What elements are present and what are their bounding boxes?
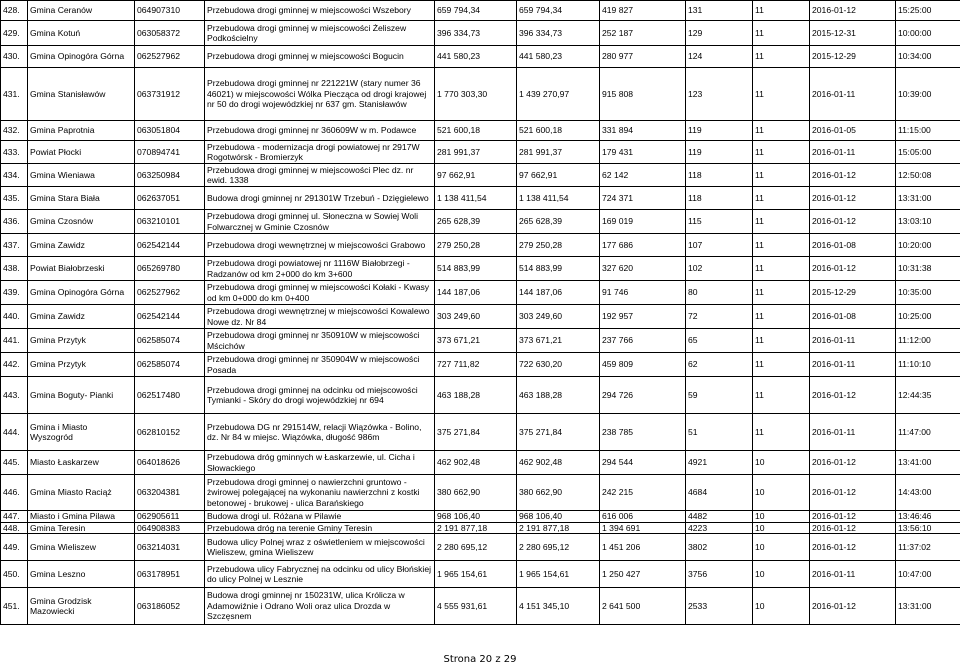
- cell-eligible-cost: 265 628,39: [517, 210, 600, 234]
- cell-points: 80: [686, 281, 753, 305]
- cell-code: 063186052: [135, 588, 205, 625]
- cell-points: 118: [686, 187, 753, 210]
- cell-eligible-cost: 281 991,37: [517, 141, 600, 164]
- cell-time: 10:34:00: [896, 46, 960, 68]
- cell-time: 10:31:38: [896, 257, 960, 281]
- cell-project-title: Budowa ulicy Polnej wraz z oświetleniem w miejscowości Wieliszew, gmina Wieliszew: [205, 534, 435, 561]
- cell-date: 2016-01-12: [810, 187, 896, 210]
- cell-grant-amount: 237 766: [600, 329, 686, 353]
- cell-criterion: 11: [753, 164, 810, 187]
- table-row: [1, 522, 960, 534]
- cell-lp: 434.: [1, 164, 28, 187]
- cell-eligible-cost: 2 280 695,12: [517, 534, 600, 561]
- cell-criterion: 11: [753, 46, 810, 68]
- cell-time: 13:03:10: [896, 210, 960, 234]
- cell-total-cost: 1 138 411,54: [435, 187, 517, 210]
- cell-code: 062585074: [135, 329, 205, 353]
- cell-points: 4223: [686, 522, 753, 534]
- cell-lp: 446.: [1, 475, 28, 511]
- cell-date: 2016-01-11: [810, 141, 896, 164]
- cell-points: 62: [686, 353, 753, 377]
- cell-grant-amount: 1 250 427: [600, 561, 686, 588]
- cell-code: 063210101: [135, 210, 205, 234]
- cell-criterion: 11: [753, 353, 810, 377]
- cell-lp: 448.: [1, 522, 28, 534]
- cell-lp: 441.: [1, 329, 28, 353]
- cell-eligible-cost: 514 883,99: [517, 257, 600, 281]
- cell-total-cost: 1 965 154,61: [435, 561, 517, 588]
- cell-code: 062905611: [135, 511, 205, 523]
- cell-lp: 447.: [1, 511, 28, 523]
- cell-criterion: 10: [753, 561, 810, 588]
- cell-criterion: 11: [753, 414, 810, 451]
- cell-criterion: 10: [753, 522, 810, 534]
- cell-points: 3802: [686, 534, 753, 561]
- cell-code: 064908383: [135, 522, 205, 534]
- cell-project-title: Przebudowa drogi gminnej ul. Słoneczna w Sowiej Woli Folwarcznej w Gminie Czosnów: [205, 210, 435, 234]
- cell-points: 2533: [686, 588, 753, 625]
- cell-grant-amount: 192 957: [600, 305, 686, 329]
- cell-time: 10:39:00: [896, 68, 960, 121]
- cell-time: 11:12:00: [896, 329, 960, 353]
- cell-total-cost: 659 794,34: [435, 1, 517, 21]
- cell-project-title: Przebudowa ulicy Fabrycznej na odcinku od ulicy Błońskiej do ulicy Polnej w Lesznie: [205, 561, 435, 588]
- cell-points: 65: [686, 329, 753, 353]
- cell-code: 063204381: [135, 475, 205, 511]
- cell-code: 062527962: [135, 46, 205, 68]
- cell-criterion: 11: [753, 141, 810, 164]
- cell-date: 2015-12-29: [810, 281, 896, 305]
- cell-time: 13:31:00: [896, 187, 960, 210]
- table-row: [1, 21, 960, 46]
- cell-lp: 430.: [1, 46, 28, 68]
- cell-grant-amount: 169 019: [600, 210, 686, 234]
- cell-project-title: Przebudowa drogi gminnej nr 350910W w miejscowości Mścichów: [205, 329, 435, 353]
- cell-applicant: Gmina Opinogóra Górna: [28, 281, 135, 305]
- cell-time: 11:37:02: [896, 534, 960, 561]
- cell-applicant: Gmina Paprotnia: [28, 121, 135, 141]
- cell-eligible-cost: 373 671,21: [517, 329, 600, 353]
- cell-date: 2016-01-12: [810, 451, 896, 475]
- cell-grant-amount: 179 431: [600, 141, 686, 164]
- cell-eligible-cost: 968 106,40: [517, 511, 600, 523]
- cell-grant-amount: 915 808: [600, 68, 686, 121]
- cell-applicant: Gmina Opinogóra Górna: [28, 46, 135, 68]
- cell-criterion: 11: [753, 329, 810, 353]
- cell-project-title: Budowa drogi gminnej nr 291301W Trzebuń - Dzięgielewo: [205, 187, 435, 210]
- table-row: [1, 46, 960, 68]
- cell-project-title: Przebudowa drogi gminnej w miejscowości Plec dz. nr ewid. 1338: [205, 164, 435, 187]
- cell-grant-amount: 252 187: [600, 21, 686, 46]
- cell-code: 064018626: [135, 451, 205, 475]
- cell-time: 11:47:00: [896, 414, 960, 451]
- cell-total-cost: 521 600,18: [435, 121, 517, 141]
- cell-lp: 435.: [1, 187, 28, 210]
- cell-eligible-cost: 396 334,73: [517, 21, 600, 46]
- cell-applicant: Miasto i Gmina Pilawa: [28, 511, 135, 523]
- cell-total-cost: 144 187,06: [435, 281, 517, 305]
- cell-lp: 444.: [1, 414, 28, 451]
- cell-eligible-cost: 462 902,48: [517, 451, 600, 475]
- cell-lp: 440.: [1, 305, 28, 329]
- cell-code: 063051804: [135, 121, 205, 141]
- table-row: [1, 451, 960, 475]
- cell-code: 063214031: [135, 534, 205, 561]
- cell-project-title: Przebudowa drogi gminnej w miejscowości Wszebory: [205, 1, 435, 21]
- cell-total-cost: 4 555 931,61: [435, 588, 517, 625]
- cell-applicant: Gmina Czosnów: [28, 210, 135, 234]
- cell-eligible-cost: 463 188,28: [517, 377, 600, 414]
- cell-date: 2016-01-11: [810, 414, 896, 451]
- cell-project-title: Przebudowa dróg na terenie Gminy Teresin: [205, 522, 435, 534]
- cell-applicant: Gmina Stara Biała: [28, 187, 135, 210]
- cell-lp: 437.: [1, 234, 28, 257]
- cell-applicant: Gmina Boguty- Pianki: [28, 377, 135, 414]
- cell-lp: 429.: [1, 21, 28, 46]
- cell-time: 14:43:00: [896, 475, 960, 511]
- cell-lp: 439.: [1, 281, 28, 305]
- cell-total-cost: 441 580,23: [435, 46, 517, 68]
- cell-grant-amount: 177 686: [600, 234, 686, 257]
- cell-lp: 442.: [1, 353, 28, 377]
- cell-time: 10:20:00: [896, 234, 960, 257]
- cell-code: 064907310: [135, 1, 205, 21]
- cell-date: 2016-01-12: [810, 588, 896, 625]
- cell-grant-amount: 91 746: [600, 281, 686, 305]
- cell-project-title: Przebudowa drogi gminnej nr 350904W w miejscowości Posada: [205, 353, 435, 377]
- page-number: Strona 20 z 29: [443, 654, 517, 665]
- cell-time: 10:47:00: [896, 561, 960, 588]
- table-row: [1, 561, 960, 588]
- cell-lp: 436.: [1, 210, 28, 234]
- cell-project-title: Przebudowa drogi gminnej w miejscowości Kołaki - Kwasy od km 0+000 do km 0+400: [205, 281, 435, 305]
- cell-project-title: Przebudowa drogi gminnej o nawierzchni gruntowo - żwirowej polegającej na wykonaniu nawierzchni z kostki betonowej - brukowej - ulica Barańskiego: [205, 475, 435, 511]
- cell-criterion: 11: [753, 305, 810, 329]
- cell-points: 4684: [686, 475, 753, 511]
- cell-project-title: Budowa drogi ul. Różana w Pilawie: [205, 511, 435, 523]
- cell-criterion: 10: [753, 475, 810, 511]
- table-row: [1, 377, 960, 414]
- cell-time: 12:44:35: [896, 377, 960, 414]
- cell-date: 2016-01-12: [810, 257, 896, 281]
- cell-eligible-cost: 380 662,90: [517, 475, 600, 511]
- cell-lp: 443.: [1, 377, 28, 414]
- cell-date: 2016-01-08: [810, 234, 896, 257]
- cell-code: 062542144: [135, 305, 205, 329]
- cell-time: 11:15:00: [896, 121, 960, 141]
- cell-points: 129: [686, 21, 753, 46]
- table-row: [1, 68, 960, 121]
- table-row: [1, 305, 960, 329]
- cell-eligible-cost: 375 271,84: [517, 414, 600, 451]
- cell-eligible-cost: 659 794,34: [517, 1, 600, 21]
- cell-date: 2016-01-12: [810, 522, 896, 534]
- cell-project-title: Przebudowa DG nr 291514W, relacji Wiązówka - Bolino, dz. Nr 84 w miejsc. Wiązówka, długość 986m: [205, 414, 435, 451]
- cell-code: 063250984: [135, 164, 205, 187]
- cell-points: 4921: [686, 451, 753, 475]
- cell-date: 2015-12-31: [810, 21, 896, 46]
- cell-project-title: Przebudowa dróg gminnych w Łaskarzewie, ul. Cicha i Słowackiego: [205, 451, 435, 475]
- cell-code: 062637051: [135, 187, 205, 210]
- cell-points: 3756: [686, 561, 753, 588]
- cell-criterion: 10: [753, 534, 810, 561]
- cell-time: 10:25:00: [896, 305, 960, 329]
- cell-points: 119: [686, 141, 753, 164]
- cell-total-cost: 373 671,21: [435, 329, 517, 353]
- cell-criterion: 11: [753, 21, 810, 46]
- cell-grant-amount: 331 894: [600, 121, 686, 141]
- cell-lp: 428.: [1, 1, 28, 21]
- cell-project-title: Przebudowa drogi gminnej na odcinku od miejscowości Tymianki - Skóry do drogi wojewódzkiej nr 694: [205, 377, 435, 414]
- table-row: [1, 588, 960, 625]
- cell-lp: 431.: [1, 68, 28, 121]
- cell-total-cost: 462 902,48: [435, 451, 517, 475]
- table-row: [1, 141, 960, 164]
- cell-total-cost: 281 991,37: [435, 141, 517, 164]
- cell-lp: 449.: [1, 534, 28, 561]
- cell-grant-amount: 238 785: [600, 414, 686, 451]
- cell-grant-amount: 327 620: [600, 257, 686, 281]
- cell-applicant: Gmina Miasto Raciąż: [28, 475, 135, 511]
- cell-points: 107: [686, 234, 753, 257]
- cell-lp: 433.: [1, 141, 28, 164]
- cell-code: 062517480: [135, 377, 205, 414]
- cell-lp: 451.: [1, 588, 28, 625]
- cell-lp: 445.: [1, 451, 28, 475]
- cell-grant-amount: 242 215: [600, 475, 686, 511]
- cell-criterion: 11: [753, 121, 810, 141]
- cell-time: 15:25:00: [896, 1, 960, 21]
- cell-grant-amount: 419 827: [600, 1, 686, 21]
- cell-total-cost: 968 106,40: [435, 511, 517, 523]
- cell-points: 131: [686, 1, 753, 21]
- cell-points: 119: [686, 121, 753, 141]
- table-row: [1, 475, 960, 511]
- cell-date: 2016-01-11: [810, 561, 896, 588]
- cell-eligible-cost: 521 600,18: [517, 121, 600, 141]
- table-row: [1, 210, 960, 234]
- cell-criterion: 11: [753, 377, 810, 414]
- cell-project-title: Przebudowa drogi powiatowej nr 1116W Białobrzegi - Radzanów od km 2+000 do km 3+600: [205, 257, 435, 281]
- cell-code: 063178951: [135, 561, 205, 588]
- cell-applicant: Gmina Zawidz: [28, 305, 135, 329]
- cell-applicant: Gmina Wieniawa: [28, 164, 135, 187]
- cell-points: 118: [686, 164, 753, 187]
- cell-criterion: 10: [753, 451, 810, 475]
- cell-project-title: Przebudowa drogi gminnej w miejscowości Żeliszew Podkościelny: [205, 21, 435, 46]
- cell-applicant: Gmina Zawidz: [28, 234, 135, 257]
- cell-date: 2016-01-11: [810, 68, 896, 121]
- cell-total-cost: 265 628,39: [435, 210, 517, 234]
- cell-points: 102: [686, 257, 753, 281]
- table-row: [1, 234, 960, 257]
- cell-time: 10:35:00: [896, 281, 960, 305]
- cell-points: 4482: [686, 511, 753, 523]
- cell-total-cost: 1 770 303,30: [435, 68, 517, 121]
- cell-time: 10:00:00: [896, 21, 960, 46]
- cell-project-title: Przebudowa drogi wewnętrznej w miejscowości Kowalewo Nowe dz. Nr 84: [205, 305, 435, 329]
- cell-date: 2016-01-12: [810, 164, 896, 187]
- table-row: [1, 329, 960, 353]
- cell-criterion: 10: [753, 511, 810, 523]
- cell-criterion: 11: [753, 210, 810, 234]
- cell-date: 2016-01-12: [810, 377, 896, 414]
- cell-project-title: Budowa drogi gminnej nr 150231W, ulica Królicza w Adamowiźnie i Odrano Woli oraz ulica Drozda w Szczęsnem: [205, 588, 435, 625]
- cell-date: 2016-01-12: [810, 475, 896, 511]
- cell-applicant: Powiat Płocki: [28, 141, 135, 164]
- cell-eligible-cost: 4 151 345,10: [517, 588, 600, 625]
- cell-total-cost: 727 711,82: [435, 353, 517, 377]
- table-row: [1, 164, 960, 187]
- cell-lp: 432.: [1, 121, 28, 141]
- cell-total-cost: 380 662,90: [435, 475, 517, 511]
- cell-project-title: Przebudowa drogi wewnętrznej w miejscowości Grabowo: [205, 234, 435, 257]
- cell-total-cost: 2 280 695,12: [435, 534, 517, 561]
- cell-grant-amount: 1 451 206: [600, 534, 686, 561]
- cell-grant-amount: 280 977: [600, 46, 686, 68]
- cell-grant-amount: 459 809: [600, 353, 686, 377]
- cell-points: 59: [686, 377, 753, 414]
- cell-time: 15:05:00: [896, 141, 960, 164]
- cell-date: 2016-01-05: [810, 121, 896, 141]
- cell-eligible-cost: 2 191 877,18: [517, 522, 600, 534]
- cell-date: 2016-01-12: [810, 534, 896, 561]
- cell-criterion: 11: [753, 234, 810, 257]
- cell-total-cost: 2 191 877,18: [435, 522, 517, 534]
- cell-eligible-cost: 1 965 154,61: [517, 561, 600, 588]
- table-row: [1, 414, 960, 451]
- cell-eligible-cost: 1 138 411,54: [517, 187, 600, 210]
- cell-date: 2016-01-11: [810, 329, 896, 353]
- cell-criterion: 10: [753, 588, 810, 625]
- cell-time: 12:50:08: [896, 164, 960, 187]
- cell-grant-amount: 62 142: [600, 164, 686, 187]
- cell-time: 11:10:10: [896, 353, 960, 377]
- cell-code: 063731912: [135, 68, 205, 121]
- table-body: [1, 1, 960, 625]
- cell-eligible-cost: 97 662,91: [517, 164, 600, 187]
- cell-applicant: Gmina Teresin: [28, 522, 135, 534]
- cell-code: 062810152: [135, 414, 205, 451]
- cell-date: 2016-01-08: [810, 305, 896, 329]
- cell-time: 13:31:00: [896, 588, 960, 625]
- cell-project-title: Przebudowa drogi gminnej w miejscowości Bogucin: [205, 46, 435, 68]
- cell-total-cost: 375 271,84: [435, 414, 517, 451]
- cell-date: 2016-01-12: [810, 511, 896, 523]
- cell-grant-amount: 294 726: [600, 377, 686, 414]
- cell-eligible-cost: 441 580,23: [517, 46, 600, 68]
- table-row: [1, 187, 960, 210]
- cell-eligible-cost: 303 249,60: [517, 305, 600, 329]
- cell-time: 13:41:00: [896, 451, 960, 475]
- table-row: [1, 257, 960, 281]
- cell-time: 13:46:46: [896, 511, 960, 523]
- cell-points: 51: [686, 414, 753, 451]
- table-row: [1, 353, 960, 377]
- cell-code: 062527962: [135, 281, 205, 305]
- cell-points: 72: [686, 305, 753, 329]
- cell-applicant: Gmina Stanisławów: [28, 68, 135, 121]
- cell-grant-amount: 724 371: [600, 187, 686, 210]
- cell-criterion: 11: [753, 257, 810, 281]
- cell-total-cost: 303 249,60: [435, 305, 517, 329]
- cell-grant-amount: 616 006: [600, 511, 686, 523]
- cell-date: 2015-12-29: [810, 46, 896, 68]
- cell-points: 124: [686, 46, 753, 68]
- cell-applicant: Gmina Przytyk: [28, 353, 135, 377]
- cell-project-title: Przebudowa drogi gminnej nr 360609W w m. Podawce: [205, 121, 435, 141]
- cell-criterion: 11: [753, 1, 810, 21]
- cell-grant-amount: 2 641 500: [600, 588, 686, 625]
- cell-applicant: Powiat Białobrzeski: [28, 257, 135, 281]
- cell-date: 2016-01-11: [810, 353, 896, 377]
- cell-criterion: 11: [753, 187, 810, 210]
- cell-eligible-cost: 722 630,20: [517, 353, 600, 377]
- cell-eligible-cost: 1 439 270,97: [517, 68, 600, 121]
- cell-lp: 438.: [1, 257, 28, 281]
- cell-total-cost: 463 188,28: [435, 377, 517, 414]
- cell-points: 115: [686, 210, 753, 234]
- cell-applicant: Gmina Kotuń: [28, 21, 135, 46]
- table-row: [1, 534, 960, 561]
- cell-criterion: 11: [753, 281, 810, 305]
- cell-time: 13:56:10: [896, 522, 960, 534]
- table-row: [1, 1, 960, 21]
- cell-code: 062542144: [135, 234, 205, 257]
- cell-code: 062585074: [135, 353, 205, 377]
- cell-criterion: 11: [753, 68, 810, 121]
- table-row: [1, 281, 960, 305]
- cell-code: 070894741: [135, 141, 205, 164]
- cell-total-cost: 97 662,91: [435, 164, 517, 187]
- cell-grant-amount: 294 544: [600, 451, 686, 475]
- cell-applicant: Gmina Leszno: [28, 561, 135, 588]
- cell-applicant: Gmina Wieliszew: [28, 534, 135, 561]
- table-row: [1, 511, 960, 523]
- cell-applicant: Miasto Łaskarzew: [28, 451, 135, 475]
- cell-date: 2016-01-12: [810, 210, 896, 234]
- cell-total-cost: 279 250,28: [435, 234, 517, 257]
- cell-total-cost: 514 883,99: [435, 257, 517, 281]
- cell-code: 063058372: [135, 21, 205, 46]
- cell-grant-amount: 1 394 691: [600, 522, 686, 534]
- cell-points: 123: [686, 68, 753, 121]
- cell-date: 2016-01-12: [810, 1, 896, 21]
- cell-code: 065269780: [135, 257, 205, 281]
- cell-applicant: Gmina Przytyk: [28, 329, 135, 353]
- cell-eligible-cost: 144 187,06: [517, 281, 600, 305]
- cell-project-title: Przebudowa - modernizacja drogi powiatowej nr 2917W Rogotwórsk - Bromierzyk: [205, 141, 435, 164]
- table-row: [1, 121, 960, 141]
- cell-applicant: Gmina Ceranów: [28, 1, 135, 21]
- cell-eligible-cost: 279 250,28: [517, 234, 600, 257]
- cell-lp: 450.: [1, 561, 28, 588]
- cell-project-title: Przebudowa drogi gminnej nr 221221W (stary numer 36 46021) w miejscowości Wólka Piecząca od drogi krajowej nr 50 do drogi wojewódzkiej nr 637 gm. Stanisławów: [205, 68, 435, 121]
- cell-total-cost: 396 334,73: [435, 21, 517, 46]
- cell-applicant: Gmina Grodzisk Mazowiecki: [28, 588, 135, 625]
- cell-applicant: Gmina i Miasto Wyszogród: [28, 414, 135, 451]
